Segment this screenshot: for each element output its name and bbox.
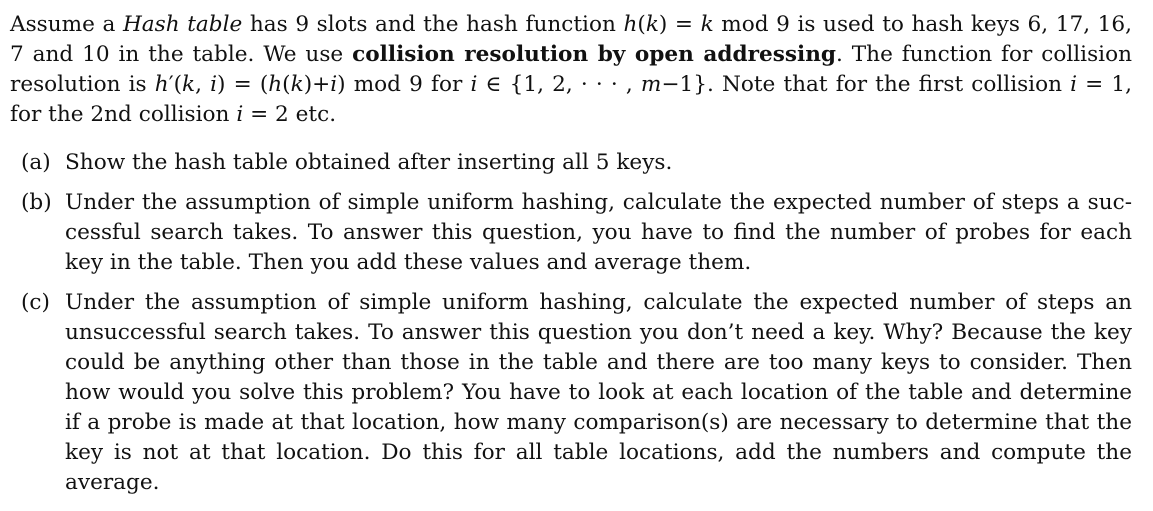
question-text: Show the hash table obtained after inserting all 5 keys. (65, 150, 673, 175)
math-var: k (700, 12, 714, 37)
text: Assume a (10, 12, 123, 37)
question-text: Under the assumption of simple uniform hashing, calculate the expected number of steps an unsuccessful search takes. To answer this question you don’t need a key. Why? Because the key could be anything other than those in the table and there are too many keys to consider. Then how would you solve this problem? You have to look at each location of the table and determine if a probe is made at that location, how many comparison(s) are necessary to determine that the key is not at that location. Do this for all table locations, add the numbers and compute the average. (65, 290, 1132, 495)
math-var: i (470, 72, 478, 97)
math-var: m (640, 72, 662, 97)
math-var: i (236, 102, 244, 127)
math-var: h (623, 12, 638, 37)
question-label: (a) (21, 150, 51, 175)
math-var: h (154, 72, 169, 97)
math: ) = ( (217, 72, 269, 97)
text: . The function for collision resolution is (10, 42, 1132, 97)
question-c (10, 288, 1132, 498)
math: )+ (303, 72, 331, 97)
text: mod 9 is used to hash keys 6, 17, 16, 7 and 10 in the table. We use (10, 12, 1132, 67)
document (10, 10, 1132, 508)
question-list (10, 148, 1132, 498)
question-text: Under the assumption of simple uniform hashing, calculate the expected number of steps a suc-cessful search takes. To answer this question, you have to find the number of probes for each key in the table. Then you add these values and average them. (65, 190, 1132, 275)
math: ( (282, 72, 291, 97)
math-var: i (210, 72, 218, 97)
math: ′( (168, 72, 183, 97)
math-var: h (268, 72, 283, 97)
math-var: i (330, 72, 338, 97)
math: ( (637, 12, 646, 37)
math: ∈ {1, 2, · · · , (477, 72, 641, 97)
text: −1}. Note that for the first collision (661, 72, 1071, 97)
math-var: i (1070, 72, 1078, 97)
bold-collision-resolution: collision resolution by open addressing (352, 42, 837, 67)
text: ) mod 9 for (337, 72, 471, 97)
problem-statement (10, 10, 1132, 130)
question-label: (b) (21, 190, 52, 215)
text: = 2 etc. (243, 102, 337, 127)
question-b (10, 188, 1132, 278)
math-var: k (290, 72, 304, 97)
emphasis-hash-table: Hash table (122, 12, 243, 37)
question-label: (c) (21, 290, 50, 315)
question-a (10, 148, 1132, 178)
math: ) = (658, 12, 701, 37)
text: = 1, for the 2nd collision (10, 72, 1133, 127)
math: , (195, 72, 211, 97)
math-var: k (182, 72, 196, 97)
math-var: k (645, 12, 659, 37)
text: has 9 slots and the hash function (242, 12, 624, 37)
